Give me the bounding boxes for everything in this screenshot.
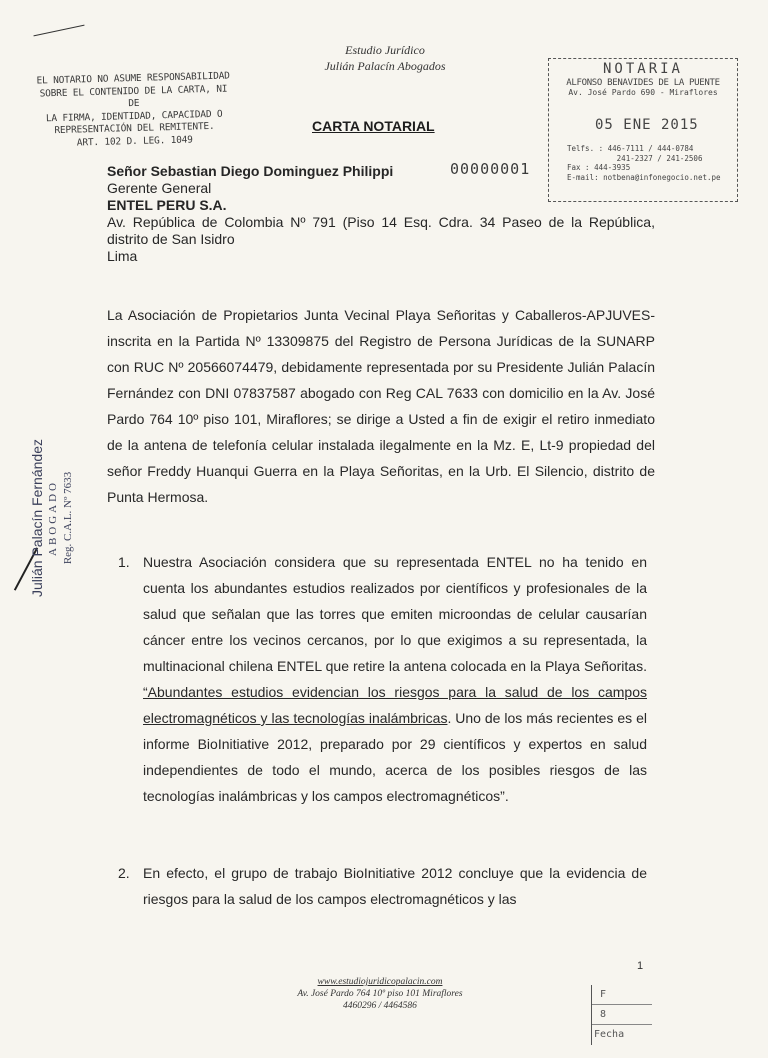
disclaimer-line: LA FIRMA, IDENTIDAD, CAPACIDAD O [45,108,223,124]
lawyer-name: Julián Palacín Fernández [29,439,45,597]
lawyer-stamp [28,418,104,618]
notary-disclaimer-stamp [33,70,235,150]
addressee-address: Av. República de Colombia Nº 791 (Piso 14 Esq. Cdra. 34 Paseo de la República, distrito de San Isidro [107,214,655,247]
disclaimer-line: ART. 102 D. LEG. 1049 [76,133,193,149]
firm-header [300,42,470,74]
page-number: 1 [637,960,644,972]
notary-date: 05 ENE 2015 [595,117,699,133]
addressee-name: Señor Sebastian Diego Dominguez Philippi [107,163,394,179]
notary-name: ALFONSO BENAVIDES DE LA PUENTE [566,78,720,88]
folio-f: F [592,985,652,1005]
disclaimer-line: SOBRE EL CONTENIDO DE LA CARTA, NI DE [39,83,228,110]
disclaimer-line: EL NOTARIO NO ASUME RESPONSABILIDAD [36,70,230,87]
footer [250,976,510,1012]
addressee-block [107,163,655,265]
notary-contact-line: 241-2327 / 241-2506 [567,153,703,163]
folio-fecha: Fecha [594,1029,625,1040]
item1-underlined-quote: “Abundantes estudios evidencian los riesgos para la salud de los campos electromagnéticos y las tecnologías inalámbricas [143,684,647,726]
notary-title: NOTARIA [602,61,683,77]
intro-paragraph: La Asociación de Propietarios Junta Vecinal Playa Señoritas y Caballeros-APJUVES- inscrita en la Partida Nº 13309875 del Registro de Persona Jurídicas de la SUNARP con RUC Nº 20566074479, debidamente representada por su Presidente Julián Palacín Fernández con DNI 07837587 abogado con Reg CAL 7633 con domicilio en la Av. José Pardo 764 10º piso 101, Miraflores; se dirige a Usted a fin de exigir el retiro inmediato de la antena de telefonía celular instalada ilegalmente en la Mz. E, Lt-9 propiedad del señor Freddy Huanqui Guerra en la Playa Señoritas, en la Urb. El Silencio, distrito de Punta Hermosa. [107,307,655,505]
list-item-2: En efecto, el grupo de trabajo BioInitiative 2012 concluye que la evidencia de riesgos para la salud de los campos electromagnéticos y las [143,865,647,907]
pen-mark [33,25,84,37]
footer-address: Av. José Pardo 764 10º piso 101 Miraflores [297,989,463,999]
notary-contact-line: Fax : 444-3935 [567,163,631,172]
item1-text-b: . Uno de los más recientes es el informe BioInitiative 2012, preparado por 29 científicos y expertos en salud independientes de todo el mundo, acerca de los posibles riesgos de las tecnologías inalámbricas y los campos electromagnéticos”. [143,710,647,804]
serial-number: 00000001 [450,160,531,178]
addressee-position: Gerente General [107,180,212,196]
folio-box [591,985,652,1045]
notary-address: Av. José Pardo 690 - Miraflores [568,88,718,97]
item1-text-a: Nuestra Asociación considera que su representada ENTEL no ha tenido en cuenta los abundantes estudios realizados por científicos y profesionales de la salud que señalan que las torres que emiten microondas de celular causarían cáncer entre los vecinos cercanos, por lo que exigimos a su representada, la multinacional chilena ENTEL que retire la antena colocada en la Playa Señoritas. [143,554,647,674]
lawyer-reg: Reg. C.A.L. Nº 7633 [62,471,74,565]
footer-website[interactable]: www.estudiojuridicopalacin.com [317,977,443,987]
notary-contact-line: E-mail: notbena@infonegocio.net.pe [567,172,721,182]
firm-line2: Julián Palacín Abogados [324,59,446,73]
addressee-company: ENTEL PERU S.A. [107,197,227,213]
folio-number: 8 [592,1005,652,1025]
notary-contact-line: Telfs. : 446-7111 / 444-0784 [567,144,694,153]
list-item-1 [143,549,647,809]
addressee-city: Lima [107,248,138,264]
document-title: CARTA NOTARIAL [312,118,435,134]
footer-phones: 4460296 / 4464586 [343,1001,417,1011]
item-number: 1. [118,554,130,570]
firm-line1: Estudio Jurídico [345,43,425,57]
item-number: 2. [118,865,130,881]
disclaimer-line: REPRESENTACIÓN DEL REMITENTE. [54,120,215,137]
lawyer-role: ABOGADO [47,480,59,556]
